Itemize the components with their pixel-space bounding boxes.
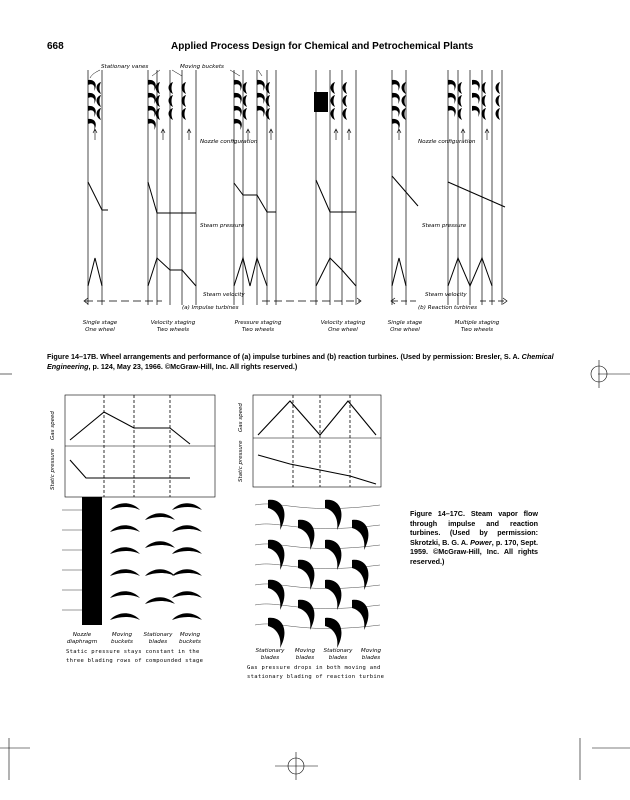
blade-label: Moving blades: [294, 648, 316, 661]
stage-label: Multiple staging Two wheels: [454, 320, 500, 333]
flow-diagrams: [62, 395, 381, 648]
figure-14-17c-caption: Figure 14–17C. Steam vapor flow through impulse and reaction turbines. (Used by permission: Skrotzki, B. G. A. Power, p. 170, Sept. 1959. ©McGraw-Hill, Inc. All rights reserved.): [410, 509, 539, 566]
figure-14-17b-caption: Figure 14–17B. Wheel arrangements and performance of (a) impulse turbines and (b) reaction turbines. (Used by permission: Bresler, S. A. Chemical Engineering, p. 124, May 23, 1966. ©McGraw-Hill, Inc. All rights reserved.): [47, 352, 554, 371]
range-arrows: [84, 298, 507, 304]
blade-label: Moving buckets: [179, 632, 201, 645]
blade-label: Moving blades: [360, 648, 382, 661]
impulse-note: Static pressure stays constant in the three blading rows of compounded stage: [66, 649, 204, 664]
stage-label: Velocity staging One wheel: [320, 320, 366, 333]
gas-speed-axis-label-left: Gas speed: [50, 411, 56, 440]
impulse-turbines-label: (a) Impulse turbines: [182, 305, 239, 311]
impulse-flow-plot: [62, 395, 215, 625]
blade-label: Stationary blades: [323, 648, 353, 661]
steam-velocity-label-left: Steam velocity: [203, 292, 245, 298]
stationary-vanes-label: Stationary vanes: [101, 64, 149, 70]
velocity-curves: [88, 258, 492, 286]
reaction-flow-plot: [253, 395, 381, 648]
blade-label: Nozzle diaphragm: [66, 632, 98, 645]
moving-buckets-label: Moving buckets: [180, 64, 224, 70]
blade-label: Stationary blades: [255, 648, 285, 661]
nozzle-config-label-right: Nozzle configuration: [418, 139, 476, 145]
blade-label: Moving buckets: [111, 632, 133, 645]
blade-arrays: [88, 80, 500, 130]
steam-velocity-label-right: Steam velocity: [425, 292, 467, 298]
label-leaders: [90, 70, 262, 78]
reaction-note: Gas pressure drops in both moving and stationary blading of reaction turbine: [247, 665, 385, 680]
blade-label: Stationary blades: [143, 632, 173, 645]
static-pressure-axis-label-left: Static pressure: [50, 448, 56, 490]
page-number: 668: [47, 41, 64, 52]
pressure-curves: [88, 176, 505, 213]
nozzle-config-label-left: Nozzle configuration: [200, 139, 258, 145]
stage-label: Velocity staging Two wheels: [150, 320, 196, 333]
running-title: Applied Process Design for Chemical and Petrochemical Plants: [171, 41, 474, 52]
stage-label: Single stage One wheel: [387, 320, 423, 333]
steam-pressure-label-left: Steam pressure: [200, 223, 245, 229]
steam-pressure-label-right: Steam pressure: [422, 223, 467, 229]
stage-label: Pressure staging Two wheels: [234, 320, 282, 333]
static-pressure-axis-label-right: Static pressure: [238, 440, 244, 482]
gas-speed-axis-label-right: Gas speed: [238, 403, 244, 432]
impulse-reaction-schematic: [84, 70, 507, 305]
reaction-turbines-label: (b) Reaction turbines: [418, 305, 478, 311]
stage-label: Single stage One wheel: [82, 320, 118, 333]
